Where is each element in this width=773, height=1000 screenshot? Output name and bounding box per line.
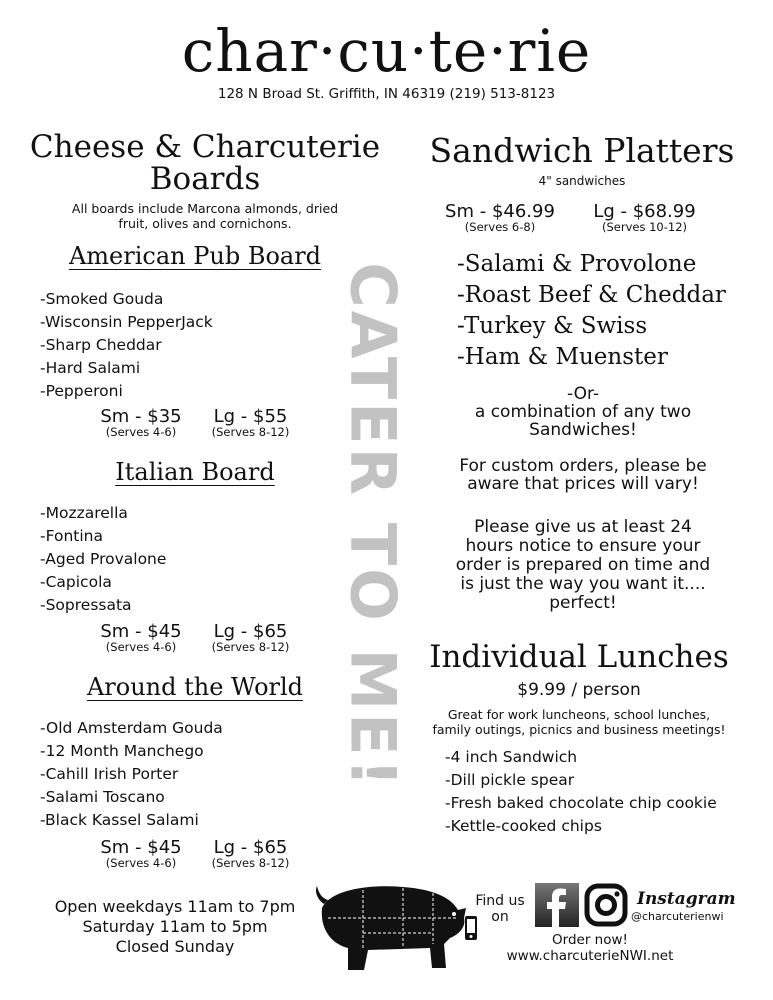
hours-line: Saturday 11am to 5pm [82, 917, 268, 936]
or-line: -Or- [566, 384, 600, 404]
list-item: -Dill pickle spear [445, 771, 575, 789]
price-label: Sm - $45 [100, 837, 182, 858]
american-lg-price [198, 407, 303, 438]
notice-line: order is prepared on time and [455, 555, 711, 575]
list-item: -Kettle-cooked chips [445, 817, 602, 835]
lunches-note-line: Great for work luncheons, school lunches, [447, 707, 711, 722]
list-item: -Cahill Irish Porter [40, 765, 179, 783]
hours-line: Open weekdays 11am to 7pm [54, 897, 296, 916]
website-link[interactable]: www.charcuterieNWI.net [506, 948, 674, 964]
combination-line: Sandwiches! [529, 420, 637, 440]
world-board-items [40, 717, 223, 832]
list-item: -Fontina [40, 527, 103, 545]
instagram-handle[interactable]: @charcuterienwi [631, 910, 724, 923]
lunches-items [445, 746, 717, 838]
hours-line: Closed Sunday [115, 937, 235, 956]
pig-cuts-icon [308, 878, 468, 976]
serves-label: (Serves 4-6) [105, 640, 177, 654]
serves-label: (Serves 8-12) [211, 425, 290, 439]
serves-label: (Serves 10-12) [601, 220, 688, 234]
platters-lg-price [582, 202, 707, 233]
sandwich-list [457, 249, 726, 373]
serves-label: (Serves 8-12) [211, 856, 290, 870]
italian-lg-price [198, 622, 303, 653]
find-us-label: Find us [475, 893, 525, 909]
lunches-title: Individual Lunches [429, 639, 729, 675]
list-item: -Smoked Gouda [40, 290, 164, 308]
list-item: -12 Month Manchego [40, 742, 204, 760]
phone-icon [464, 915, 478, 941]
world-sm-price [92, 838, 190, 869]
cater-to-me-text: CATER TO ME! [336, 261, 410, 790]
list-item: -4 inch Sandwich [445, 748, 578, 766]
boards-note-line2: fruit, olives and cornichons. [118, 216, 292, 231]
price-label: Sm - $35 [100, 406, 182, 427]
find-us-text [470, 893, 530, 925]
serves-label: (Serves 6-8) [464, 220, 536, 234]
lunches-note [418, 707, 740, 737]
list-item: -Roast Beef & Cheddar [457, 282, 726, 308]
serves-label: (Serves 4-6) [105, 425, 177, 439]
instagram-icon[interactable] [584, 883, 628, 927]
italian-board-items [40, 502, 166, 617]
serves-label: (Serves 4-6) [105, 856, 177, 870]
facebook-icon[interactable] [535, 883, 579, 927]
brand-logo: char·cu·te·rie [181, 17, 592, 85]
boards-title-line2: Boards [149, 161, 261, 197]
list-item: -Turkey & Swiss [457, 313, 648, 339]
list-item: -Fresh baked chocolate chip cookie [445, 794, 717, 812]
american-board-title: American Pub Board [68, 242, 322, 270]
platters-sm-price [440, 202, 560, 233]
notice-line: hours notice to ensure your [465, 536, 701, 556]
combination-line: a combination of any two [474, 402, 692, 422]
price-label: Sm - $46.99 [445, 201, 555, 222]
order-now-text: Order now! [552, 932, 628, 948]
price-label: Lg - $65 [213, 837, 288, 858]
lunches-note-line: family outings, picnics and business meetings! [432, 722, 726, 737]
list-item: -Mozzarella [40, 504, 128, 522]
notice-line: Please give us at least 24 [474, 517, 692, 537]
list-item: -Sopressata [40, 596, 132, 614]
boards-note-line1: All boards include Marcona almonds, dried [71, 201, 339, 216]
list-item: -Old Amsterdam Gouda [40, 719, 223, 737]
price-label: Lg - $55 [213, 406, 288, 427]
italian-sm-price [92, 622, 190, 653]
store-address: 128 N Broad St. Griffith, IN 46319 (219) 513-8123 [217, 86, 556, 102]
custom-line: aware that prices will vary! [467, 474, 699, 494]
list-item: -Aged Provalone [40, 550, 167, 568]
price-label: Lg - $68.99 [593, 201, 696, 222]
list-item: -Pepperoni [40, 382, 123, 400]
american-sm-price [92, 407, 190, 438]
custom-orders-note [418, 457, 748, 493]
combination-note [418, 385, 748, 439]
platters-title: Sandwich Platters [429, 131, 735, 170]
price-label: Sm - $45 [100, 621, 182, 642]
platters-subtitle: 4" sandwiches [538, 174, 626, 188]
notice-line: perfect! [549, 593, 617, 613]
list-item: -Hard Salami [40, 359, 141, 377]
list-item: -Ham & Muenster [457, 344, 668, 370]
italian-board-title: Italian Board [115, 458, 275, 486]
list-item: -Capicola [40, 573, 112, 591]
list-item: -Sharp Cheddar [40, 336, 162, 354]
list-item: -Salami & Provolone [457, 251, 697, 277]
boards-title [20, 131, 390, 195]
notice-line: is just the way you want it.... [460, 574, 706, 594]
world-board-title: Around the World [86, 673, 304, 701]
lunches-price: $9.99 / person [517, 680, 641, 700]
instagram-label: Instagram [637, 889, 736, 909]
list-item: -Wisconsin PepperJack [40, 313, 213, 331]
store-hours [40, 897, 310, 957]
boards-note [40, 201, 370, 231]
world-lg-price [198, 838, 303, 869]
boards-title-line1: Cheese & Charcuterie [29, 129, 381, 165]
list-item: -Black Kassel Salami [40, 811, 199, 829]
on-label: on [491, 909, 509, 925]
american-board-items [40, 288, 213, 403]
custom-line: For custom orders, please be [459, 456, 707, 476]
notice-note [418, 518, 748, 613]
price-label: Lg - $65 [213, 621, 288, 642]
serves-label: (Serves 8-12) [211, 640, 290, 654]
list-item: -Salami Toscano [40, 788, 165, 806]
